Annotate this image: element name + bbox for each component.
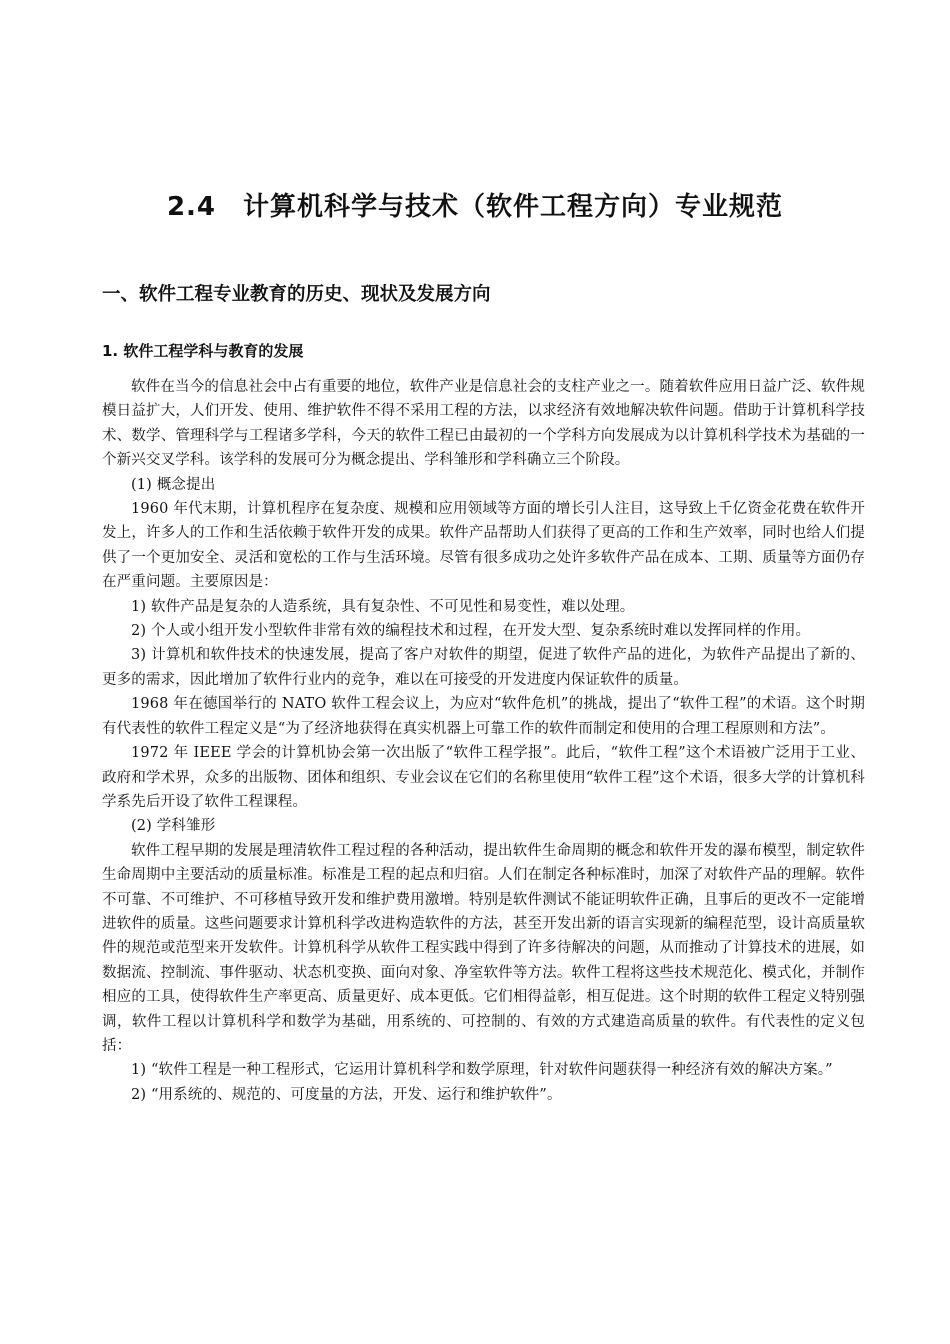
list-item: 1) “软件工程是一种工程形式，它运用计算机科学和数学原理，针对软件问题获得一种经济有效的解决方案。” <box>131 1062 833 1079</box>
paragraph: 软件在当今的信息社会中占有重要的地位，软件产业是信息社会的支柱产业之一。随着软件应用日益广泛、软件规模日益扩大，人们开发、使用、维护软件不得不采用工程的方法，以求经济有效地解决软件问题。借助于计算机科学技术、数学、管理科学与工程诸多学科，今天的软件工程已由最初的一个学科方向发展成为以计算机科学技术为基础的一个新兴交叉学科。该学科的发展可分为概念提出、学科雏形和学科确立三个阶段。 <box>102 379 865 469</box>
list-item: 3) 计算机和软件技术的快速发展，提高了客户对软件的期望，促进了软件产品的进化，为软件产品提出了新的、更多的需求，因此增加了软件行业内的竞争，难以在可接受的开发进度内保证软件的质量。 <box>102 647 865 688</box>
subsection-heading: 1. 软件工程学科与教育的发展 <box>102 342 304 360</box>
paragraph: 软件工程早期的发展是理清软件工程过程的各种活动，提出软件生命周期的概念和软件开发的瀑布模型，制定软件生命周期中主要活动的质量标准。标准是工程的起点和归宿。人们在制定各种标准时，加深了对软件产品的理解。软件不可靠、不可维护、不可移植导致开发和维护费用激增。特别是软件测试不能证明软件正确，且事后的更改不一定能增进软件的质量。这些问题要求计算机科学改进构造软件的方法，甚至开发出新的语言实现新的编程范型，设计高质量软件的规范或范型来开发软件。计算机科学从软件工程实践中得到了许多待解决的问题，从而推动了计算技术的进展，如数据流、控制流、事件驱动、状态机变换、面向对象、净室软件等方法。软件工程将这些技术规范化、模式化，并制作相应的工具，使得软件生产率更高、质量更好、成本更低。它们相得益彰，相互促进。这个时期的软件工程定义特别强调，软件工程以计算机科学和数学为基础，用系统的、可控制的、有效的方式建造高质量的软件。有代表性的定义包括： <box>102 842 865 1054</box>
paragraph: (2) 学科雏形 <box>131 818 216 835</box>
paragraph: 1968 年在德国举行的 NATO 软件工程会议上，为应对“软件危机”的挑战，提出了“软件工程”的术语。这个时期有代表性的软件工程定义是“为了经济地获得在真实机器上可靠工作的软件而制定和使用的合理工程原则和方法”。 <box>102 696 865 737</box>
paragraph: 1972 年 IEEE 学会的计算机协会第一次出版了“软件工程学报”。此后，“软件工程”这个术语被广泛用于工业、政府和学术界，众多的出版物、团体和组织、专业会议在它们的名称里使用“软件工程”这个术语，很多大学的计算机科学系先后开设了软件工程课程。 <box>102 745 865 810</box>
list-item: 2) “用系统的、规范的、可度量的方法，开发、运行和维护软件”。 <box>131 1086 562 1103</box>
paragraph: (1) 概念提出 <box>131 476 216 493</box>
page-title: 2.4 计算机科学与技术（软件工程方向）专业规范 <box>166 192 784 222</box>
section-heading: 一、软件工程专业教育的历史、现状及发展方向 <box>102 284 491 305</box>
list-item: 1) 软件产品是复杂的人造系统，具有复杂性、不可见性和易变性，难以处理。 <box>131 598 635 615</box>
list-item: 2) 个人或小组开发小型软件非常有效的编程技术和过程，在开发大型、复杂系统时难以发挥同样的作用。 <box>131 623 811 640</box>
paragraph: 1960 年代末期，计算机程序在复杂度、规模和应用领域等方面的增长引人注目，这导致上千亿资金花费在软件开发上，许多人的工作和生活依赖于软件开发的成果。软件产品帮助人们获得了更高的工作和生产效率，同时也给人们提供了一个更加安全、灵活和宽松的工作与生活环境。尽管有很多成功之处许多软件产品在成本、工期、质量等方面仍存在严重问题。主要原因是： <box>102 501 865 591</box>
body-text <box>102 375 865 1107</box>
